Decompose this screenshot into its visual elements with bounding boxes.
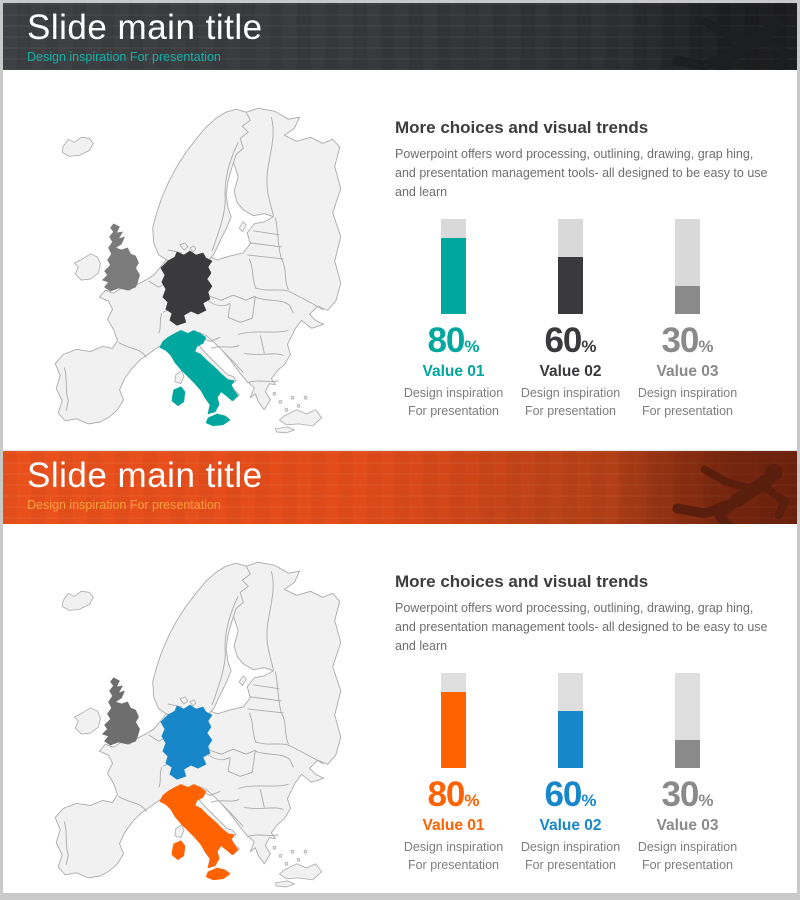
section-body: Powerpoint offers word processing, outlining, drawing, grap hing, and presentation management tools- all designed to be easy to use and learn xyxy=(395,601,768,653)
bar-column-3 xyxy=(629,219,746,420)
bar-value: 30% xyxy=(661,775,714,814)
bar-column-1 xyxy=(395,219,512,420)
header-text xyxy=(27,8,263,64)
bar-caption: Design inspiration For presentation xyxy=(637,386,738,419)
slides-frame xyxy=(3,3,797,893)
bar-label: Value 02 xyxy=(539,363,602,380)
bar-label: Value 01 xyxy=(422,817,485,834)
slide-title: Slide main title xyxy=(27,456,263,495)
section-heading: More choices and visual trends xyxy=(395,118,649,137)
bar-caption: Design inspiration For presentation xyxy=(637,840,738,873)
bar-label: Value 01 xyxy=(422,363,485,380)
bar-fill xyxy=(675,740,700,769)
slide-subtitle: Design inspiration For presentation xyxy=(27,50,221,65)
bar-value: 30% xyxy=(661,321,714,360)
section-body: Powerpoint offers word processing, outlining, drawing, grap hing, and presentation management tools- all designed to be easy to use and learn xyxy=(395,147,768,199)
bar-column-2 xyxy=(512,673,629,874)
bar-caption: Design inspiration For presentation xyxy=(403,840,504,873)
slide-body xyxy=(3,524,797,893)
bar-value: 60% xyxy=(544,321,597,360)
bar-fill xyxy=(558,257,583,314)
slide-preview-2[interactable] xyxy=(3,450,797,893)
bar-track xyxy=(441,219,466,314)
bar-value: 80% xyxy=(427,321,480,360)
europe-map xyxy=(21,96,383,434)
bar-value: 80% xyxy=(427,775,480,814)
bar-label: Value 02 xyxy=(539,817,602,834)
slide-header xyxy=(3,3,797,70)
bar-chart xyxy=(395,219,791,420)
bar-chart xyxy=(395,673,791,874)
bar-label: Value 03 xyxy=(656,817,719,834)
bar-fill xyxy=(558,711,583,768)
bar-fill xyxy=(675,286,700,315)
bar-value: 60% xyxy=(544,775,597,814)
bar-caption: Design inspiration For presentation xyxy=(520,386,621,419)
runner-icon xyxy=(610,5,797,70)
header-text xyxy=(27,456,263,512)
bar-column-1 xyxy=(395,673,512,874)
europe-map xyxy=(21,550,383,888)
bar-track xyxy=(441,673,466,768)
runner-icon xyxy=(610,453,797,524)
charts-panel xyxy=(395,118,791,420)
bar-label: Value 03 xyxy=(656,363,719,380)
section-heading: More choices and visual trends xyxy=(395,572,649,591)
bar-caption: Design inspiration For presentation xyxy=(403,386,504,419)
header-photo xyxy=(612,451,797,524)
charts-panel xyxy=(395,572,791,874)
bar-track xyxy=(558,673,583,768)
slide-header xyxy=(3,450,797,524)
slide-title: Slide main title xyxy=(27,8,263,47)
bar-track xyxy=(675,673,700,768)
bar-fill xyxy=(441,238,466,314)
bar-track xyxy=(558,219,583,314)
bar-column-3 xyxy=(629,673,746,874)
bar-caption: Design inspiration For presentation xyxy=(520,840,621,873)
bar-column-2 xyxy=(512,219,629,420)
bar-fill xyxy=(441,692,466,768)
slide-subtitle: Design inspiration For presentation xyxy=(27,498,221,513)
header-photo xyxy=(612,3,797,70)
bar-track xyxy=(675,219,700,314)
slide-preview-1[interactable] xyxy=(3,3,797,450)
slide-body xyxy=(3,70,797,450)
